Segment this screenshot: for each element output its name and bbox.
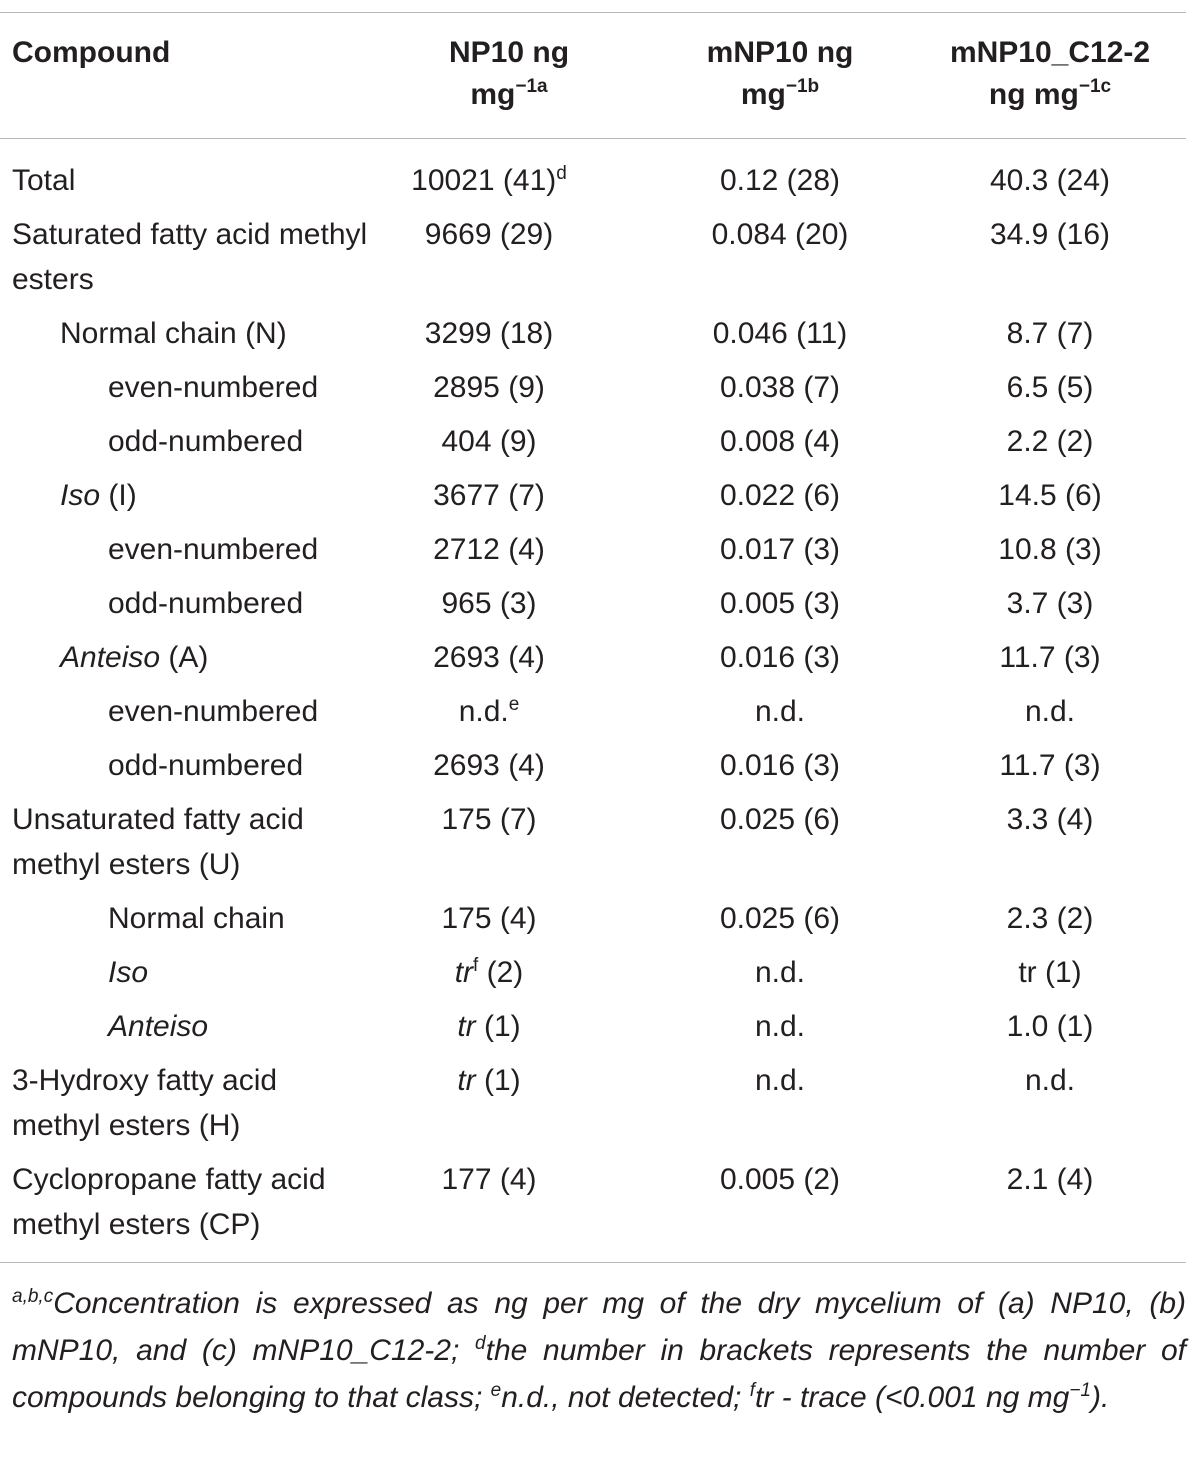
row-label: odd-numbered bbox=[108, 749, 304, 782]
row-label: odd-numbered bbox=[108, 587, 304, 620]
row-label: Normal chain (N) bbox=[60, 317, 287, 350]
mnp10c-value: 1.0 (1) bbox=[1006, 1010, 1094, 1043]
row-label: Iso bbox=[108, 956, 149, 989]
mnp10-value: 0.12 (28) bbox=[719, 164, 841, 197]
row-label: Total bbox=[12, 164, 76, 197]
mnp10-value: n.d. bbox=[754, 695, 806, 728]
np10-value: 2895 (9) bbox=[433, 371, 545, 404]
mnp10-value: n.d. bbox=[754, 1064, 806, 1097]
np10-value: tr (1) bbox=[457, 1010, 521, 1043]
mnp10-value: 0.025 (6) bbox=[719, 803, 841, 836]
row-label: Cyclopropane fatty acid methyl esters (CP) bbox=[12, 1163, 326, 1241]
np10-value: 404 (9) bbox=[441, 425, 537, 458]
table-top-rule bbox=[0, 12, 1186, 13]
mnp10c-value: 3.3 (4) bbox=[1006, 803, 1094, 836]
mnp10-value: 0.038 (7) bbox=[719, 371, 841, 404]
np10-value: n.d.$^e$ bbox=[458, 694, 520, 728]
np10-value: 2693 (4) bbox=[433, 641, 545, 674]
row-label: Unsaturated fatty acid methyl esters (U) bbox=[12, 803, 304, 881]
mnp10-value: n.d. bbox=[754, 1010, 806, 1043]
header-mnp10-text: mNP10 ng mg bbox=[706, 36, 854, 111]
np10-value: 2712 (4) bbox=[433, 533, 545, 566]
np10-value: 10021 $(41)^d$ bbox=[411, 163, 567, 197]
row-label: even-numbered bbox=[108, 695, 319, 728]
mnp10-value: 0.008 (4) bbox=[719, 425, 841, 458]
mnp10c-value: 3.7 (3) bbox=[1006, 587, 1094, 620]
header-bottom-rule bbox=[0, 138, 1186, 139]
header-mnp10-unit-sup: −1b bbox=[785, 76, 820, 97]
header-mnp10c-text: mNP10_C12-2 ng mg bbox=[949, 36, 1151, 111]
row-label: even-numbered bbox=[108, 533, 319, 566]
mnp10-value: 0.046 (11) bbox=[712, 317, 848, 350]
np10-value: 3299 (18) bbox=[424, 317, 554, 350]
mnp10-value: 0.084 (20) bbox=[711, 218, 849, 251]
mnp10c-value: n.d. bbox=[1024, 695, 1076, 728]
row-label: odd-numbered bbox=[108, 425, 304, 458]
row-label: even-numbered bbox=[108, 371, 319, 404]
np10-value: 9669 (29) bbox=[424, 218, 554, 251]
mnp10c-value: 10.8 (3) bbox=[998, 533, 1102, 566]
header-mnp10 bbox=[660, 32, 900, 120]
header-mnp10c bbox=[930, 32, 1170, 120]
mnp10-value: 0.005 (2) bbox=[719, 1163, 841, 1196]
mnp10-value: 0.005 (3) bbox=[719, 587, 841, 620]
mnp10-value: 0.022 (6) bbox=[719, 479, 841, 512]
row-label: Iso (I) bbox=[60, 479, 137, 512]
np10-value: 3677 (7) bbox=[433, 479, 545, 512]
mnp10c-value: 6.5 (5) bbox=[1006, 371, 1094, 404]
row-label: 3-Hydroxy fatty acid methyl esters (H) bbox=[12, 1064, 278, 1142]
header-compound: Compound bbox=[12, 36, 171, 69]
np10-value: 177 (4) bbox=[441, 1163, 537, 1196]
mnp10-value: 0.016 (3) bbox=[719, 641, 841, 674]
row-label: Anteiso bbox=[108, 1010, 209, 1043]
mnp10c-value: 11.7 (3) bbox=[999, 641, 1101, 674]
row-label: Normal chain bbox=[108, 902, 285, 935]
table-footnote: $^{a,b,c}$Concentration is expressed as ng per mg of the dry mycelium of (a) NP10, (b) mNP10, and (c) mNP10_C12-2; $^d$the number in brackets represents the number of compounds belonging to that class; $^e$n.d., not detected; $^f$tr - trace (<0.001 ng $mg^{-1}$). bbox=[12, 1286, 1186, 1414]
mnp10-value: 0.016 (3) bbox=[719, 749, 841, 782]
np10-value: 175 (4) bbox=[441, 902, 537, 935]
mnp10c-value: 11.7 (3) bbox=[999, 749, 1101, 782]
np10-value: $tr^f$ (2) bbox=[454, 955, 524, 989]
table-bottom-rule bbox=[0, 1262, 1186, 1263]
mnp10c-value: 2.3 (2) bbox=[1006, 902, 1094, 935]
mnp10c-value: 8.7 (7) bbox=[1006, 317, 1094, 350]
np10-value: 2693 (4) bbox=[433, 749, 545, 782]
mnp10c-value: 34.9 (16) bbox=[989, 218, 1111, 251]
mnp10c-value: 40.3 (24) bbox=[989, 164, 1111, 197]
np10-value: tr (1) bbox=[457, 1064, 521, 1097]
header-np10-text: NP10 ng mg bbox=[448, 36, 570, 111]
mnp10c-value: n.d. bbox=[1024, 1064, 1076, 1097]
mnp10c-value: 14.5 (6) bbox=[998, 479, 1102, 512]
header-np10-unit-sup: −1a bbox=[515, 76, 548, 97]
mnp10-value: n.d. bbox=[754, 956, 806, 989]
header-np10 bbox=[393, 32, 625, 120]
np10-value: 965 (3) bbox=[441, 587, 537, 620]
row-label: Saturated fatty acid methyl esters bbox=[12, 218, 368, 296]
header-mnp10c-unit-sup: −1c bbox=[1078, 76, 1112, 97]
mnp10c-value: tr (1) bbox=[1018, 956, 1082, 989]
row-label: Anteiso (A) bbox=[60, 641, 209, 674]
mnp10-value: 0.017 (3) bbox=[719, 533, 841, 566]
mnp10-value: 0.025 (6) bbox=[719, 902, 841, 935]
mnp10c-value: 2.1 (4) bbox=[1006, 1163, 1094, 1196]
mnp10c-value: 2.2 (2) bbox=[1006, 425, 1094, 458]
np10-value: 175 (7) bbox=[441, 803, 537, 836]
